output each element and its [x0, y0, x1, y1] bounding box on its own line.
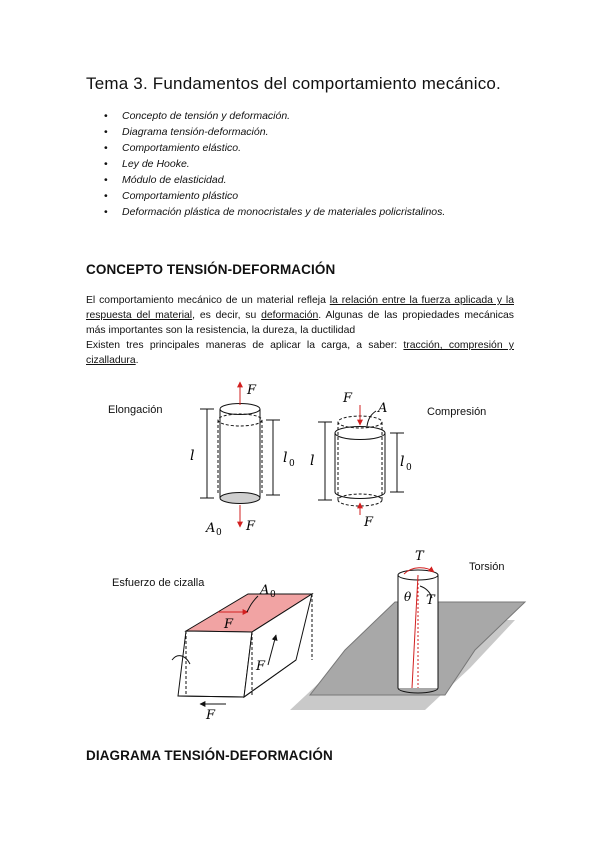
force-symbol: F — [343, 391, 353, 406]
area-symbol: A — [378, 401, 388, 416]
topic-item: • Ley de Hooke. — [86, 156, 445, 172]
label-esfuerzo-cizalla: Esfuerzo de cizalla — [112, 577, 205, 589]
underlined-text: tracción, compresión y cizalladura — [86, 340, 515, 366]
paragraph-text: . — [135, 355, 139, 366]
elongation-cylinder-diagram — [200, 382, 280, 527]
paragraph-text: El comportamiento mecánico de un material refleja — [86, 295, 330, 306]
angle-symbol: θ — [404, 590, 412, 604]
subscript-zero: 0 — [270, 590, 276, 600]
paragraph-text: Existen tres principales maneras de aplicar la carga, a saber: — [86, 340, 404, 351]
torque-symbol: T — [426, 593, 435, 608]
length-symbol: l — [283, 450, 288, 466]
torque-symbol: T — [415, 549, 424, 564]
length-symbol: l — [310, 453, 315, 469]
paragraph-text: . Algunas de las propiedades mecánicas más importantes son la resistencia, la dureza, la ductilidad — [86, 310, 515, 336]
area-symbol: A — [260, 583, 270, 598]
length-symbol: l — [190, 448, 195, 464]
area-symbol: A — [206, 521, 216, 536]
label-compresion: Compresión — [427, 406, 487, 418]
force-symbol: F — [246, 519, 256, 534]
force-symbol: F — [206, 708, 216, 723]
underlined-text: la relación entre la fuerza aplicada y la respuesta del material — [86, 295, 514, 321]
underlined-text: deformación — [261, 310, 319, 321]
topic-item: • Módulo de elasticidad. — [86, 172, 445, 188]
subscript-zero: 0 — [289, 459, 295, 469]
section-heading-diagrama: DIAGRAMA TENSIÓN-DEFORMACIÓN — [86, 748, 333, 763]
topic-item: • Comportamiento elástico. — [86, 140, 445, 156]
topic-item: • Deformación plástica de monocristales y de materiales policristalinos. — [86, 204, 445, 220]
length-symbol: l — [400, 454, 405, 470]
topic-item: • Comportamiento plástico — [86, 188, 445, 204]
topic-item: • Concepto de tensión y deformación. — [86, 108, 445, 124]
compression-cylinder-diagram — [318, 405, 404, 515]
page-title: Tema 3. Fundamentos del comportamiento mecánico. — [86, 74, 501, 93]
force-symbol: F — [256, 659, 266, 674]
topic-item: • Diagrama tensión-deformación. — [86, 124, 445, 140]
label-torsion: Torsión — [469, 561, 505, 573]
label-elongacion: Elongación — [108, 404, 163, 416]
force-symbol: F — [247, 383, 257, 398]
force-symbol: F — [364, 515, 374, 530]
subscript-zero: 0 — [406, 463, 412, 473]
shear-block-diagram — [172, 594, 312, 704]
force-symbol: F — [224, 617, 234, 632]
paragraph-text: , es decir, su — [192, 310, 262, 321]
section-heading-concepto: CONCEPTO TENSIÓN-DEFORMACIÓN — [86, 262, 336, 277]
subscript-zero: 0 — [216, 528, 222, 538]
